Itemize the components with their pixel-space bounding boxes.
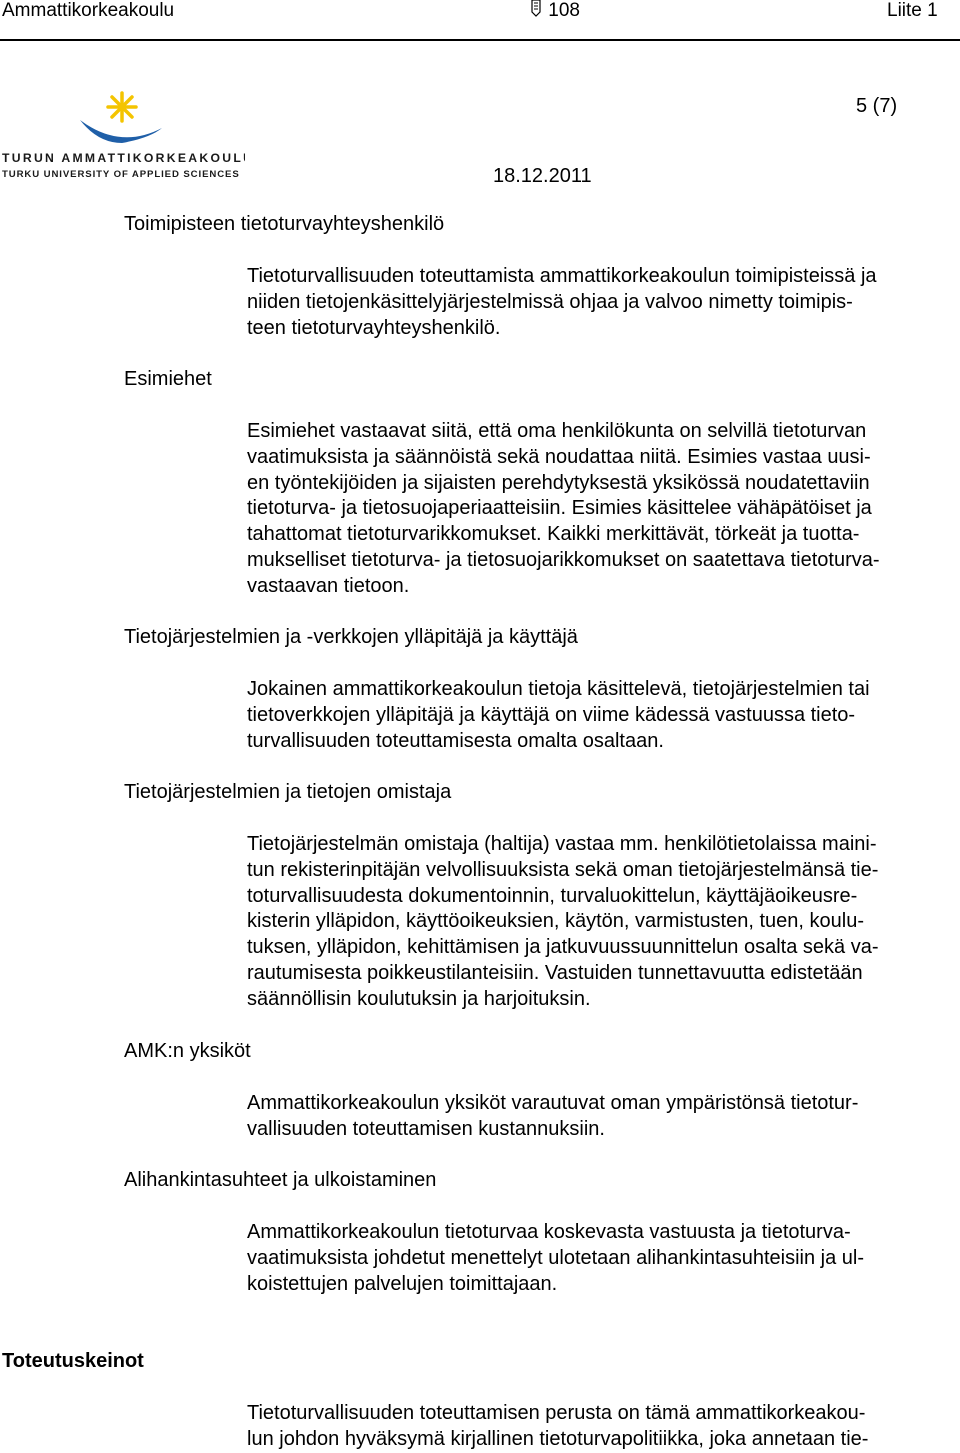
header-left: Ammattikorkeakoulu — [2, 0, 175, 21]
heading-admins-users: Tietojärjestelmien ja -verkkojen ylläpitäjä ja käyttäjä — [124, 626, 578, 648]
heading-contact-person: Toimipisteen tietoturvayhteyshenkilö — [124, 213, 445, 235]
header-right: Liite 1 — [887, 0, 938, 21]
heading-units: AMK:n yksiköt — [124, 1040, 251, 1062]
paragraph-implementation: Tietoturvallisuuden toteuttamisen perusta on tämä ammattikorkeakou- lun johdon hyväksymä kirjallinen tietoturvapolitiikka, joka annetaan tie- — [247, 1402, 869, 1450]
page-count: 5 (7) — [856, 95, 898, 117]
heading-owners: Tietojärjestelmien ja tietojen omistaja — [124, 781, 452, 803]
paragraph-admins-users: Jokainen ammattikorkeakoulun tietoja käsittelevä, tietojärjestelmien tai tietoverkkojen ylläpitäjä ja käyttäjä on viime kädessä vastuussa tieto- turvallisuuden toteuttamisesta omalta osaltaan. — [247, 678, 870, 752]
paragraph-supervisors: Esimiehet vastaavat siitä, että oma henkilökunta on selvillä tietoturvan vaatimuksista ja säännöistä sekä noudattaa niitä. Esimies vastaa uusi- en työntekijöiden ja sijaisten perehdytyksestä yksikössä noudatettaviin tietoturva- ja tietosuojaperiaatteisiin. Esimies käsittelee vähäpätöiset ja tahattomat tietoturvarikkomukset. Kaikki merkittävät, törkeät ja tuotta- mukselliset tietoturva- ja tietosuojarikkomukset on saatettava tietoturva- vastaavan tietoon. — [247, 420, 880, 597]
paragraph-outsourcing: Ammattikorkeakoulun tietoturvaa koskevasta vastuusta ja tietoturva- vaatimuksista johdetut menettelyt ulotetaan alihankintasuhteisiin ja ul- koistettujen palvelujen toimittajaan. — [247, 1221, 865, 1295]
header-page-number — [529, 0, 580, 22]
header-divider — [0, 39, 960, 41]
paragraph-units: Ammattikorkeakoulun yksiköt varautuvat oman ympäristönsä tietotur- vallisuuden toteuttamisen kustannuksiin. — [247, 1092, 859, 1140]
heading-outsourcing: Alihankintasuhteet ja ulkoistaminen — [124, 1169, 437, 1191]
logo-line2: TURKU UNIVERSITY OF APPLIED SCIENCES — [2, 169, 240, 180]
paragraph-owners: Tietojärjestelmän omistaja (haltija) vastaa mm. henkilötietolaissa maini- tun rekisterinpitäjän velvollisuuksista sekä oman tietojärjestelmänsä tie- toturvallisuudesta dokumentoinnin, turvaluokittelun, käyttäjäoikeusre- kisterin ylläpidon, käyttöoikeuksien, käytön, varmistusten, tuen, koulu- tuksen, ylläpidon, kehittämisen ja jatkuvuussuunnittelun osalta sekä va- rautumisesta poikkeustilanteisiin. Vastuiden tunnettavuutta edistetään säännöllisin koulutuksin ja harjoituksin. — [247, 833, 879, 1010]
document-date: 18.12.2011 — [493, 165, 592, 187]
logo-line1: TURUN AMMATTIKORKEAKOULU — [2, 151, 245, 165]
heading-supervisors: Esimiehet — [124, 368, 212, 390]
heading-implementation: Toteutuskeinot — [2, 1350, 144, 1372]
page-icon — [529, 0, 543, 18]
page-number: 108 — [548, 0, 580, 21]
paragraph-contact-person: Tietoturvallisuuden toteuttamista ammattikorkeakoulun toimipisteissä ja niiden tietojenkäsittelyjärjestelmissä ohjaa ja valvoo nimetty toimipis- teen tietoturvayhteyshenkilö. — [247, 265, 877, 339]
university-logo — [0, 88, 245, 183]
